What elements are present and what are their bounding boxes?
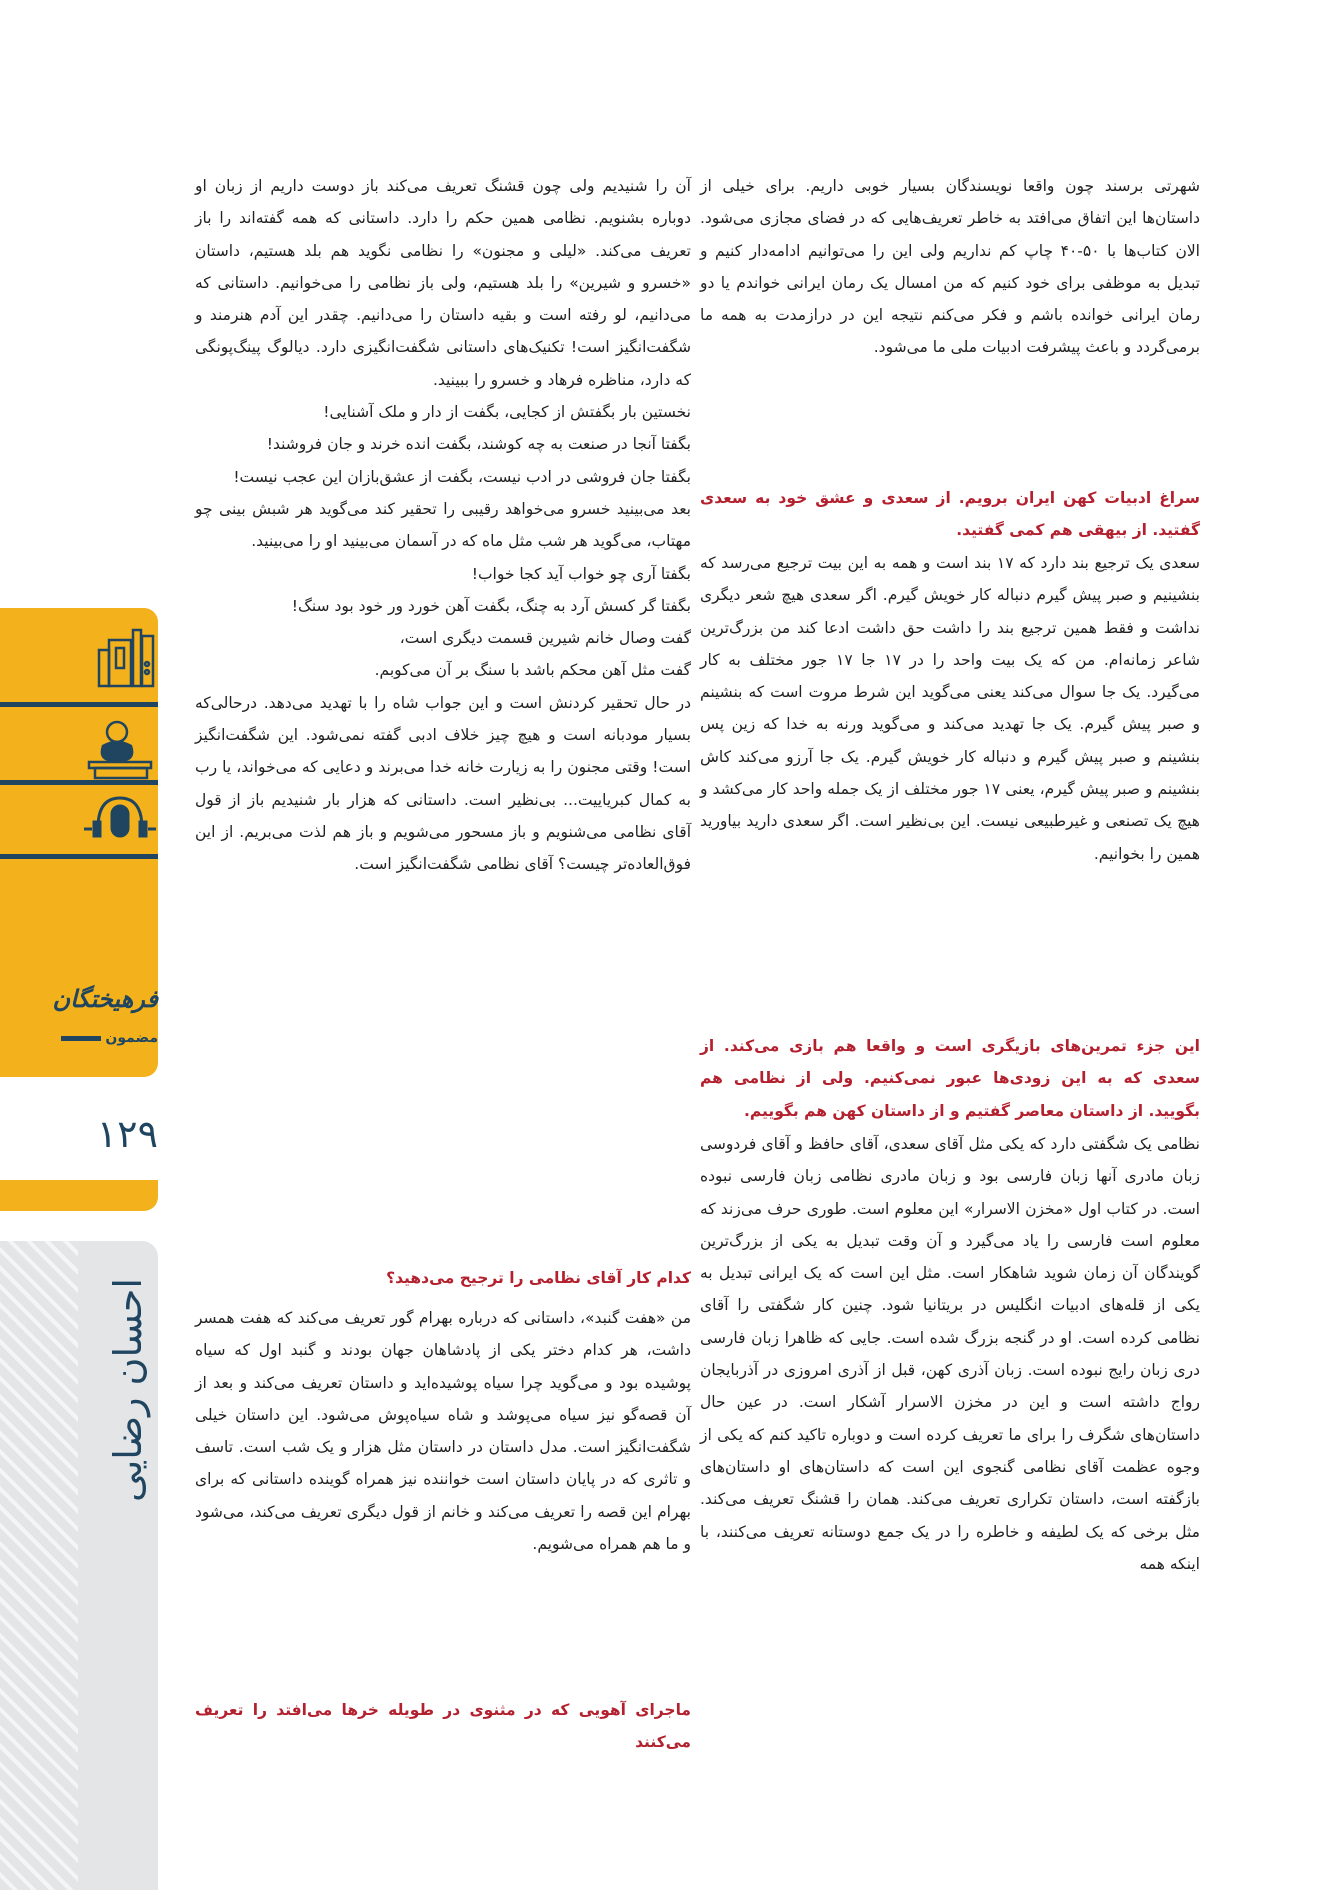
question-heading bbox=[700, 482, 1200, 547]
shelf-line bbox=[0, 854, 158, 859]
question-heading bbox=[195, 1694, 691, 1759]
microphone-headphones-icon bbox=[82, 792, 158, 850]
bookshelf-icon bbox=[95, 628, 157, 688]
paragraph: سعدی یک ترجیع بند دارد که ۱۷ بند است و همه به این بیت ترجیع می‌رسد که بنشینیم و صبر پیش گیرم دنباله کار خویش گیرم. اگر سعدی هیچ شعر دیگری نداشت و فقط همین ترجیع بند را داشت حق داشت ادعا کند من بزرگ‌ترین شاعر زمانه‌ام. من که یک بیت واحد را در ۱۷ جا ۱۷ جور مختلف به کار می‌گیرد. یک جا سوال می‌کند یعنی می‌گوید این شرط مروت است که بنشینم و صبر پیش گیرم. یک جا تهدید می‌کند و می‌گوید ورنه به خدا که زین پس بنشینم و صبر پیش گیرم و دنباله کار خویش گیرم. یک جا آرزو می‌کند کاش بنشینم و صبر پیش گیرم، یعنی ۱۷ جور مختلف از یک جمله واحد کار می‌کشد و هیچ یک تصنعی و غیرطبیعی نیست. این بی‌نظیر است. اگر سعدی دارید بیاورید همین را بخوانیم. bbox=[700, 554, 1200, 863]
author-name-box bbox=[98, 1255, 158, 1525]
section-logo bbox=[60, 1030, 158, 1046]
section-bar bbox=[61, 1036, 101, 1041]
diagonal-stripes bbox=[0, 1241, 78, 1890]
verse: بگفتا جان فروشی در ادب نیست، بگفت از عشق‌بازان این عجب نیست! bbox=[233, 467, 691, 486]
question: ماجرای آهویی که در مثنوی در طویله خرها می‌افتد را تعریف می‌کنند bbox=[195, 1701, 691, 1752]
question: سراغ ادبیات کهن ایران برویم. از سعدی و عشق خود به سعدی گفتید. از بیهقی هم کمی گفتید. bbox=[700, 489, 1200, 540]
cactus-on-books-icon bbox=[85, 718, 157, 780]
yellow-strip bbox=[0, 1180, 158, 1211]
question: کدام کار آقای نظامی را ترجیح می‌دهید؟ bbox=[386, 1269, 691, 1287]
paragraph: من «هفت گنبد»، داستانی که درباره بهرام گور تعریف می‌کند که هفت همسر داشت، هر کدام دختر یکی از پادشاهان جهان بودند و گنبد اول که سیاه پوشیده بود و می‌گوید چرا سیاه پوشیده‌اید و داستان تعریف می‌کند و بعد از آن قصه‌گو نیز سیاه می‌پوشد و شاه سیاه‌پوش می‌شود. این داستان خیلی شگفت‌انگیز است. مدل داستان در داستان مثل هزار و یک شب است. تاسف و تاثری که در پایان داستان است خواننده نیز همراه گوینده داستانی که برای بهرام این قصه را تعریف می‌کند و خانم از قول دیگری تعریف می‌کند، می‌شود و ما هم همراه می‌شویم. bbox=[195, 1309, 691, 1554]
paragraph: گفت وصال خانم شیرین قسمت دیگری است، bbox=[399, 629, 691, 648]
page-number: ۱۲۹ bbox=[96, 1112, 158, 1156]
verse: بگفتا گر کسش آرد به چنگ، بگفت آهن خورد ور خود بود سنگ! bbox=[291, 596, 691, 615]
paragraph: آن را شنیدیم ولی چون قشنگ تعریف می‌کند باز دوست داریم از زبان او دوباره بشنویم. نظامی همین حکم را دارد. داستانی که همه گفته‌اند را باز تعریف می‌کند. «لیلی و مجنون» را نظامی نگوید هم بلد هستیم، داستان «خسرو و شیرین» را بلد هستیم، ولی باز نظامی را می‌خوانیم. داستانی که می‌دانیم، لو رفته است و بقیه داستان را می‌دانیم. چقدر این آدم هنرمند و شگفت‌انگیز است! تکنیک‌های داستانی شگفت‌انگیزی دارد. دیالوگ پینگ‌پونگی که دارد، مناظره فرهاد و خسرو را ببینید. bbox=[195, 177, 691, 389]
paragraph: گفت مثل آهن محکم باشد با سنگ بر آن می‌کوبم. bbox=[374, 661, 691, 680]
shelf-line bbox=[0, 780, 158, 785]
section-name: مضمون bbox=[105, 1030, 158, 1046]
paragraph: در حال تحقیر کردنش است و این جواب شاه را با تهدید می‌دهد. درحالی‌که بسیار مودبانه است و هیچ چیز خلاف ادبی گفته نمی‌شود. این شگفت‌انگیز است! وقتی مجنون را به زیارت خانه خدا می‌برند و دعایی که می‌خواند، یا رب به کمال کبریاییت... بی‌نظیر است. داستانی که هزار بار شنیدیم باز از قول آقای نظامی می‌شنویم و باز مسحور می‌شویم و باز هم لذت می‌بریم. از این فوق‌العاده‌تر چیست؟ آقای نظامی شگفت‌انگیز است. bbox=[195, 693, 691, 874]
question-heading bbox=[700, 1030, 1200, 1127]
question: این جزء تمرین‌های بازیگری است و واقعا هم بازی می‌کند. از سعدی که به این زودی‌ها عبور نمی‌کنیم. ولی از نظامی هم بگویید. از داستان معاصر گفتیم و از داستان کهن هم بگوییم. bbox=[700, 1037, 1200, 1120]
right-column-p3 bbox=[700, 1128, 1200, 1580]
left-column-p9 bbox=[195, 1302, 691, 1560]
right-column-p2 bbox=[700, 547, 1200, 870]
verse: بگفتا آری چو خواب آید کجا خواب! bbox=[471, 564, 691, 583]
magazine-logo: فرهیختگان bbox=[52, 985, 158, 1013]
paragraph: نظامی یک شگفتی دارد که یکی مثل آقای سعدی، آقای حافظ و آقای فردوسی زبان مادری آنها زبان فارسی بود و زبان مادری نظامی زبان فارسی نبوده است. در کتاب اول «مخزن الاسرار» این معلوم است. طوری حرف می‌زند که معلوم است فارسی را یاد می‌گیرد و آن وقت تبدیل به یکی از بزرگ‌ترین گویندگان آن زمان شوید شاهکار است. مثل این است که یک ایرانی تبدیل به یکی از قله‌های ادبیات انگلیس در بریتانیا شود. چنین کار شگفتی را آقای نظامی کرده است. او در گنجه بزرگ شده است. جایی که ظاهرا زبان فارسی دری زبان رایج نبوده است. زبان آذری کهن، قبل از آذری امروزی در آذربایجان رواج داشته است و این در مخزن الاسرار آشکار است. در عین حال داستان‌های شگرف را برای ما تعریف کرده است و دوباره تاکید کنم که یکی از وجوه عظمت آقای نظامی گنجوی این است که داستان‌های او داستان‌های بازگفته است، داستان تکراری تعریف می‌کند. همان را قشنگ تعریف می‌کند. مثل برخی که یک لطیفه و خاطره را در یک جمع دوستانه تعریف می‌کنند، با اینکه همه bbox=[700, 1135, 1200, 1573]
right-column-p1 bbox=[700, 170, 1200, 364]
paragraph: بعد می‌بینید خسرو می‌خواهد رقیبی را تحقیر کند می‌گوید هر شبش بینی چو مهتاب، می‌گوید هر شب مثل ماه که در آسمان می‌بینید او را می‌بینید. bbox=[195, 499, 691, 551]
verse: نخستین بار بگفتش از کجایی، بگفت از دار و ملک آشنایی! bbox=[323, 403, 691, 422]
author-name: احسان رضایی bbox=[106, 1278, 150, 1502]
paragraph: شهرتی برسند چون واقعا نویسندگان بسیار خوبی داریم. برای خیلی از داستان‌ها این اتفاق می‌افتد به خاطر تعریف‌هایی که در فضای مجازی می‌شود. الان کتاب‌ها با ۵۰-۴۰ چاپ کم نداریم ولی این را می‌توانیم ادامه‌دار کنیم و تبدیل به موظفی برای خود کنیم که من امسال یک رمان ایرانی خواندم یا دو رمان ایرانی خوانده باشم و فکر می‌کنم نتیجه این در درازمدت به همه ما برمی‌گردد و باعث پیشرفت ادبیات ملی ما می‌شود. bbox=[700, 177, 1200, 357]
question-heading bbox=[195, 1262, 691, 1294]
verse: بگفتا آنجا در صنعت به چه کوشند، بگفت انده خرند و جان فروشند! bbox=[266, 435, 691, 454]
shelf-line bbox=[0, 702, 158, 707]
left-column-main bbox=[195, 170, 691, 881]
